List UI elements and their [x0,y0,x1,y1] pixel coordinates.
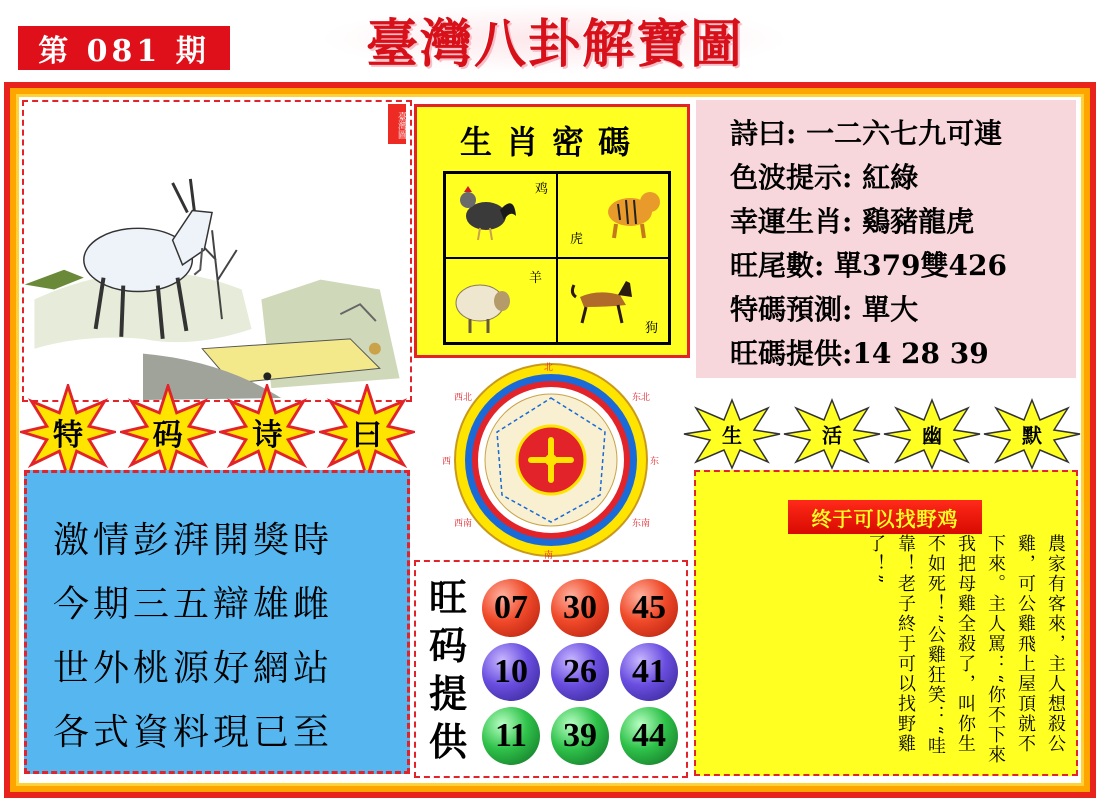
star-badge [120,384,216,480]
tiger-icon [598,180,668,240]
hot-numbers-panel [414,560,688,778]
number-ball: 10 [482,643,540,701]
story-text: 農家有客來，主人想殺公雞，可公雞飛上屋頂就不下來。主人罵：“你不下來我把母雞全殺了，叫你生不如死！”公雞狂笑：“哇靠！老子終于可以找野雞了！” [865,534,1066,766]
poem-line: 今期三五辯雄雌 [53,584,334,625]
hot-numbers-label: 旺码提供 [428,575,467,764]
wheel-direction: 北 [544,363,554,373]
star-char: 特 [53,418,83,453]
number-ball: 11 [482,707,540,765]
hint-color-wave: 色波提示: 紅綠 [730,161,919,194]
number-ball: 45 [620,579,678,637]
star-char: 诗 [252,418,283,453]
number-balls [482,576,678,768]
zodiac-grid [443,171,671,345]
story-panel [694,470,1078,776]
star-badge [782,398,882,470]
poem-panel [24,470,410,774]
star-char: 码 [152,418,183,453]
hint-tail-numbers: 旺尾數: 單379雙426 [730,249,1007,282]
star-badge [319,384,415,480]
wheel-corner: 西南 [454,519,473,529]
zodiac-cell-sheep [445,258,557,343]
sheep-icon [450,275,520,335]
bagua-wheel [440,360,662,560]
star-char: 曰 [351,418,382,453]
story-title: 终于可以找野鸡 [788,500,982,534]
dog-icon [568,267,638,327]
hint-lucky-zodiac: 幸運生肖: 鷄豬龍虎 [730,205,975,238]
wheel-direction: 西 [442,457,452,467]
zodiac-label: 羊 [528,271,542,286]
wheel-corner: 东北 [632,393,651,403]
ball-row [482,576,678,640]
zodiac-code-panel [414,104,690,358]
number-ball: 39 [551,707,609,765]
stamp-seal: 臺灣圖 [388,104,406,144]
zodiac-label: 鸡 [534,182,548,197]
zodiac-label: 狗 [644,321,658,336]
poem-line: 世外桃源好網站 [53,648,334,689]
star-char: 幽 [922,423,942,448]
poem-line: 各式資料現已至 [53,712,334,753]
zodiac-cell-rooster [445,173,557,258]
number-ball: 07 [482,579,540,637]
wheel-corner: 东南 [632,519,651,529]
star-badge [982,398,1082,470]
zodiac-cell-dog [557,258,669,343]
wheel-direction: 东 [650,457,660,467]
zodiac-label: 虎 [570,232,584,247]
rooster-icon [452,182,522,242]
star-badge [219,384,315,480]
page-title: 臺灣八卦解寶圖 [320,4,790,74]
ball-row [482,640,678,704]
zodiac-cell-tiger [557,173,669,258]
number-ball: 26 [551,643,609,701]
hint-hot-numbers: 旺碼提供:14 28 39 [730,337,989,370]
ball-row [482,704,678,768]
star-badge [20,384,116,480]
number-ball: 30 [551,579,609,637]
hint-special-prediction: 特碼預測: 單大 [730,293,919,326]
star-char: 生 [722,423,742,448]
star-char: 活 [822,423,842,448]
poem-line: 激情彭湃開獎時 [53,520,334,561]
humor-star-row [682,398,1082,470]
zodiac-code-title: 生肖密碼 [459,123,644,161]
hint-poem: 詩曰: 一二六七九可連 [730,117,1003,150]
issue-badge: 第 081 期 [18,26,230,70]
number-ball: 44 [620,707,678,765]
wheel-corner: 西北 [454,393,473,403]
number-ball: 41 [620,643,678,701]
hints-panel [696,100,1076,378]
goat-illustration [22,100,412,402]
wheel-direction: 南 [544,551,554,560]
poem-star-row [20,384,415,480]
star-badge [682,398,782,470]
goat-picture [24,102,410,400]
star-badge [882,398,982,470]
star-char: 默 [1022,423,1042,448]
